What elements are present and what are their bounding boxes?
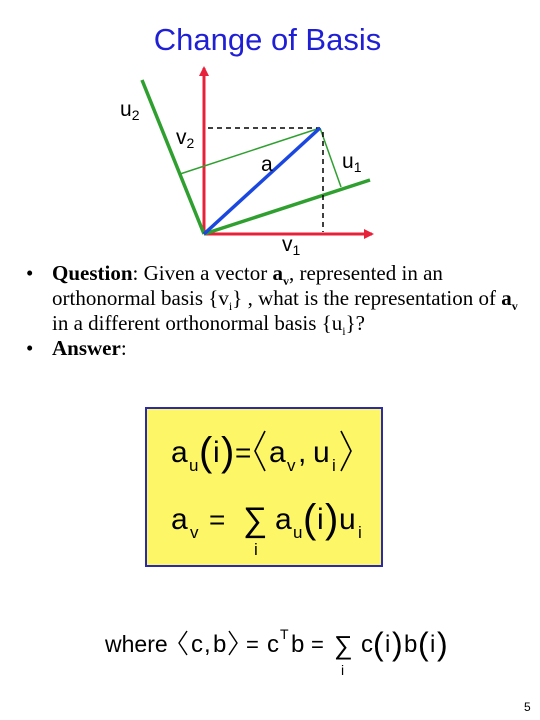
eq2-r1: a xyxy=(275,503,292,536)
transpose-mark: T xyxy=(280,626,289,642)
label-u1: u1 xyxy=(342,150,362,175)
where-sum-index: i xyxy=(341,662,345,678)
paren: ) xyxy=(325,497,339,541)
label-a: a xyxy=(261,153,273,176)
eq2-r1-sub: u xyxy=(293,523,303,542)
angle-bracket-left xyxy=(255,431,265,471)
projection-on-u2 xyxy=(180,128,320,174)
paren: ( xyxy=(373,626,384,662)
eq2-arg: i xyxy=(317,503,324,536)
eq1-lhs-sub: u xyxy=(189,456,199,475)
angle-bracket-left xyxy=(179,631,187,655)
equation-2 xyxy=(171,497,362,559)
where-arg: i xyxy=(385,631,391,658)
comma: , xyxy=(298,436,307,469)
answer-text: : xyxy=(120,336,127,360)
vector-subscript: v xyxy=(511,299,518,314)
bullet-dot: • xyxy=(26,336,34,360)
question-bullet xyxy=(26,261,531,339)
eq1-r1: a xyxy=(269,436,286,469)
where-arg-2: i xyxy=(430,631,436,658)
slide-title: Change of Basis xyxy=(153,22,382,57)
vector-symbol: a xyxy=(501,286,512,310)
bullet-list xyxy=(26,261,531,361)
eq2-lhs-sub: v xyxy=(190,523,199,542)
page-number: 5 xyxy=(524,700,531,714)
question-text: , represented in an orthonormal basis {v xyxy=(52,261,443,310)
u1-basis-vector xyxy=(204,180,370,234)
sum-symbol: ∑ xyxy=(243,501,268,539)
basis-subscript: i xyxy=(228,299,233,314)
label-v2: v2 xyxy=(176,126,195,151)
sum-symbol: ∑ xyxy=(334,630,353,660)
label-v1: v1 xyxy=(282,233,301,258)
eq2-equals: = xyxy=(209,504,226,535)
bullet-dot: • xyxy=(26,261,34,285)
question-label: Question xyxy=(52,261,133,285)
eq1-lhs: a xyxy=(171,436,188,469)
eq2-r2: u xyxy=(339,503,356,536)
where-b2: b xyxy=(291,631,305,658)
angle-bracket-right xyxy=(341,431,351,471)
where-equals: = xyxy=(246,632,259,657)
question-text: } , what is the representation of xyxy=(232,286,502,310)
paren: ) xyxy=(221,430,235,474)
basis-subscript: i xyxy=(342,324,346,339)
eq1-r2: u xyxy=(313,436,330,469)
eq1-equals: = xyxy=(235,437,252,468)
answer-label: Answer xyxy=(52,336,121,360)
vector-a xyxy=(204,128,320,234)
question-text: }? xyxy=(345,311,365,335)
where-svg xyxy=(105,625,485,685)
where-c2: c xyxy=(361,631,373,658)
where-definition xyxy=(105,625,485,685)
paren: ( xyxy=(303,497,317,541)
u2-basis-vector xyxy=(142,80,204,234)
question-text: : Given a vector xyxy=(132,261,273,285)
where-b3: b xyxy=(404,631,418,658)
paren: ) xyxy=(392,626,403,662)
answer-bullet xyxy=(26,336,531,361)
equation-1 xyxy=(171,430,351,475)
eq2-lhs: a xyxy=(171,503,188,536)
angle-bracket-right xyxy=(229,631,237,655)
label-u2: u2 xyxy=(120,98,140,123)
formula-svg xyxy=(147,409,381,565)
vector-subscript: v xyxy=(282,274,289,289)
where-equals-2: = xyxy=(311,632,324,657)
comma: , xyxy=(204,631,211,658)
where-word: where xyxy=(105,631,168,657)
question-text: in a different orthonormal basis {u xyxy=(52,311,343,335)
eq1-r2-sub: i xyxy=(332,456,336,475)
where-ct: c xyxy=(267,631,279,658)
where-c: c xyxy=(191,631,203,658)
vector-symbol: a xyxy=(272,261,283,285)
eq1-arg: i xyxy=(213,436,220,469)
paren: ( xyxy=(199,430,213,474)
paren: ( xyxy=(418,626,429,662)
eq2-r2-sub: i xyxy=(358,523,362,542)
eq1-r1-sub: v xyxy=(287,456,296,475)
change-of-basis-diagram xyxy=(0,0,540,260)
answer-formula-box xyxy=(145,407,383,567)
where-b: b xyxy=(213,631,227,658)
paren: ) xyxy=(437,626,448,662)
eq2-sum-index: i xyxy=(254,540,258,559)
